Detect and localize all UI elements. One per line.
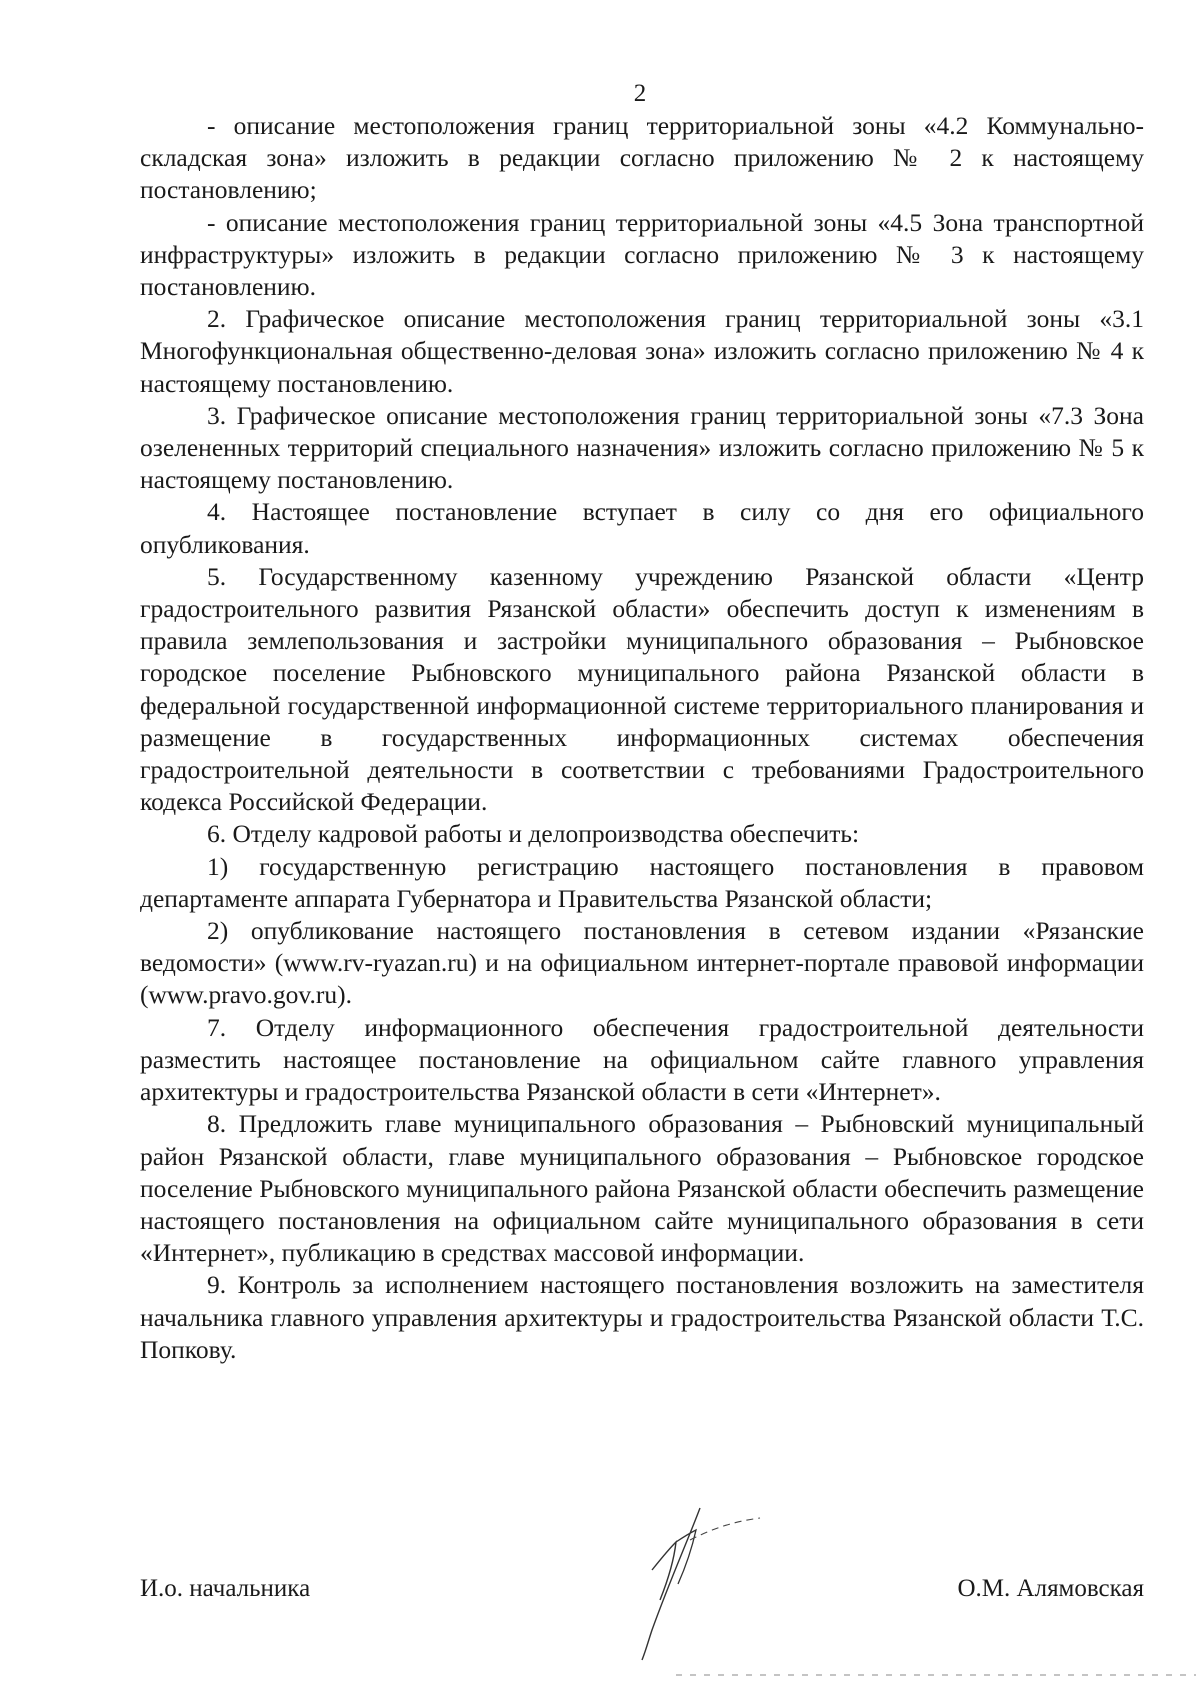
paragraph-item-4: 4. Настоящее постановление вступает в силу со дня его официального опубликования.: [140, 497, 1144, 559]
signatory-name: О.М. Алямовская: [957, 1575, 1144, 1602]
paragraph-item-9: 9. Контроль за исполнением настоящего постановления возложить на заместителя начальника главного управления архитектуры и градостроительства Рязанской области Т.С. Попкову.: [140, 1270, 1144, 1364]
page-number: 2: [633, 80, 647, 107]
signature-block: [140, 1575, 1144, 1615]
paragraph-item-6-1: 1) государственную регистрацию настоящего постановления в правовом департаменте аппарата Губернатора и Правительства Рязанской области;: [140, 851, 1144, 913]
paragraph-item-5: 5. Государственному казенному учреждению Рязанской области «Центр градостроительного развития Рязанской области» обеспечить доступ к изменениям в правила землепользования и застройки муниципального образования – Рыбновское городское поселение Рыбновского муниципального района Рязанской области в федеральной государственной информационной системе территориального планирования и размещение в государственных информационных системах обеспечения градостроительной деятельности в соответствии с требованиями Градостроительного кодекса Российской Федерации.: [140, 561, 1144, 817]
paragraph-item-2: 2. Графическое описание местоположения границ территориальной зоны «3.1 Многофункциональная общественно-деловая зона» изложить согласно приложению № 4 к настоящему постановлению.: [140, 304, 1144, 398]
scan-artifact-line: [676, 1674, 1196, 1676]
paragraph-item-6: 6. Отделу кадровой работы и делопроизводства обеспечить:: [207, 819, 860, 849]
signatory-position: И.о. начальника: [140, 1575, 311, 1602]
document-body: [140, 110, 1144, 1366]
paragraph-zone-4-2: - описание местоположения границ территориальной зоны «4.2 Коммунально-складская зона» изложить в редакции согласно приложению № 2 к настоящему постановлению;: [140, 111, 1144, 205]
paragraph-item-8: 8. Предложить главе муниципального образования – Рыбновский муниципальный район Рязанской области, главе муниципального образования – Рыбновское городское поселение Рыбновского муниципального района Рязанской области обеспечить размещение настоящего постановления на официальном сайте муниципального образования в сети «Интернет», публикацию в средствах массовой информации.: [140, 1109, 1144, 1268]
paragraph-zone-4-5: - описание местоположения границ территориальной зоны «4.5 Зона транспортной инфраструктуры» изложить в редакции согласно приложению № 3 к настоящему постановлению.: [140, 207, 1144, 302]
paragraph-item-3: 3. Графическое описание местоположения границ территориальной зоны «7.3 Зона озелененных территорий специального назначения» изложить согласно приложению № 5 к настоящему постановлению.: [140, 400, 1144, 495]
paragraph-item-7: 7. Отделу информационного обеспечения градостроительной деятельности разместить настоящее постановление на официальном сайте главного управления архитектуры и градостроительства Рязанской области в сети «Интернет».: [140, 1012, 1144, 1107]
paragraph-item-6-2: 2) опубликование настоящего постановления в сетевом издании «Рязанские ведомости» (www.rv-ryazan.ru) и на официальном интернет-портале правовой информации (www.pravo.gov.ru).: [140, 916, 1144, 1010]
